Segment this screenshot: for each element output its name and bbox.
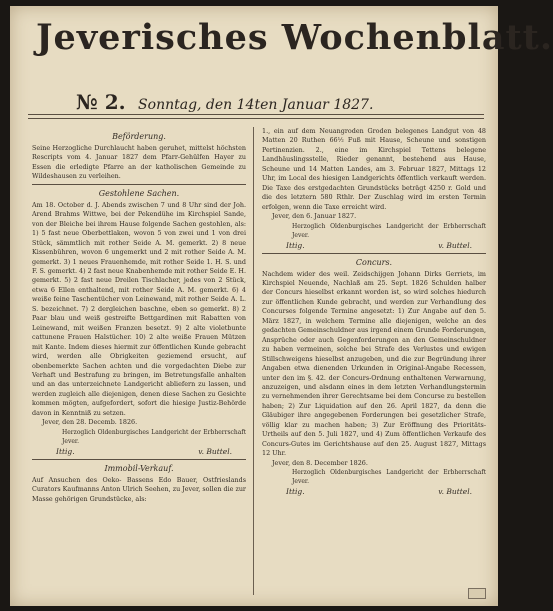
page-corner-label (468, 588, 486, 599)
header-rule-top (28, 114, 484, 115)
separator (32, 459, 246, 460)
signature-ittig: Ittig. (286, 487, 305, 497)
property-sale-signer: Herzoglich Oldenburgisches Landgericht der Erbherrschaft Jever. (292, 222, 486, 239)
stolen-goods-date: Jever, den 28. Decemb. 1826. (42, 418, 138, 427)
issue-number: № 2. (76, 90, 126, 114)
right-column (262, 127, 486, 497)
signature-buttel: v. Buttel. (438, 487, 472, 497)
concurs-signatures (262, 486, 486, 497)
section-heading-property-sale: Immobil-Verkauf. (104, 463, 174, 473)
section-heading-promotion: Beförderung. (112, 132, 166, 141)
promotion-text: Seine Herzogliche Durchlaucht haben geruhet, mittelst höchsten Rescripts vom 4. Januar 1827 dem Pfarr-Gehülfen Hayer zu Essen die erledigte Pfarre an der katholischen Gemeinde zu Wildeshausen zu verleihen. (32, 144, 246, 181)
issue-date: Sonntag, den 14ten Januar 1827. (138, 97, 374, 113)
property-sale-text: Auf Ansuchen des Oeko- Bassens Edo Bauer, Ostfrieslands Curators Kaufmanns Anton Ulrich Seehen, zu Jever, sollen die zur Masse gehörigen Grundstücke, als: (32, 475, 246, 503)
section-heading-stolen-goods: Gestohlene Sachen. (98, 188, 180, 198)
stolen-goods-signatures (32, 446, 246, 457)
signature-ittig: Ittig. (286, 240, 305, 250)
stolen-goods-signer: Herzoglich Oldenburgisches Landgericht der Erbherrschaft Jever. (62, 428, 246, 445)
property-sale-date: Jever, den 6. Januar 1827. (272, 212, 357, 221)
separator (32, 184, 246, 185)
property-sale-signatures (262, 240, 486, 251)
masthead-title: Jeverisches Wochenblatt. (36, 17, 553, 58)
section-heading-concurs: Concurs. (355, 257, 393, 267)
signature-buttel: v. Buttel. (198, 446, 232, 456)
separator (262, 253, 486, 254)
concurs-date: Jever, den 8. December 1826. (272, 458, 368, 467)
concurs-signer: Herzoglich Oldenburgisches Landgericht der Erbherrschaft Jever. (292, 469, 486, 486)
concurs-text: Nachdem wider des weil. Zeidschijgen Johann Dirks Gerriets, im Kirchspiel Neuende, Nachlaß am 25. Sept. 1826 Schulden halber der Concurs hieselbst erkannt worden ist, so wird solches hiedurch zur öffentlichen Kunde gebracht, und werden zur Verhandlung des Concurses folgende Termine angesetzt: 1) Zur Angabe auf den 5. März 1827, in welchem Termine alle diejenigen, welche an des gedachten Gemeinschuldner aus irgend einem Grunde Forderungen, Ansprüche oder auch Gegenforderungen an den Gemeinschuldner zu haben vermeinen, solche bei Strafe des Verlustes und ewigen Stillschweigens hieselbst anzugeben, und die zur Begründung ihrer Angaben etwa dienenden Urkunden in Original-Angabe Recessen, unter den im §. 42. der Concurs-Ordnung enthaltenen Verwarnung, anzuzeigen, und alsdann eines in dem letzten Verhandlungstermin zu vernehmenden ihrer Gerechtsame bei dem Concurse zu bestellen haben; 2) Zur Liquidation auf den 26. April 1827, da denn die Gläubiger ihre angegebenen Forderungen bei gesetzlicher Strafe, völlig klar zu machen haben; 3) Zur Eröffnung des Prioritäts-Urtheils auf den 5. Juli 1827, und 4) Zum öffentlichen Verkaufe des Concurs-Gutes im Gerichtshause auf den 25. August 1827, Mittags 12 Uhr. (262, 269, 486, 458)
left-column (32, 130, 246, 504)
property-list-text: 1., ein auf dem Neuangroden Groden belegenes Landgut von 48 Matten 20 Ruthen 66½ Fuß mit Hause, Scheune und sonstigen Pertinenzien. 2., eine im Kirchspiel Tettens belegene Landhäuslingsstelle, Rieder genannt, bestehend aus Hause, Scheune und 14 Matten Landes, am 3. Februar 1827, Mittags 12 Uhr, im Local des hiesigen Landgerichts öffentlich verkauft werden. Die Taxe des erstgedachten Grundstücks beträgt 4250 r. Gold und die des letztern 580 Rthlr. Der Zuschlag wird im ersten Termin erfolgen, wenn die Taxe erreicht wird. (262, 127, 486, 211)
signature-buttel: v. Buttel. (438, 240, 472, 250)
stolen-goods-text: Am 18. October d. J. Abends zwischen 7 und 8 Uhr sind der Joh. Arend Brahms Wittwe, bei der Pekendühe im Kirchspiel Sande, von der Bleiche bei ihrem Hause folgende Sachen gestohlen, als: 1) 5 fast neue Oberbettlaken, wovon 5 von zwei und 1 von drei Stück, sämmtlich mit rother Seide A. M. gemerkt. 2) 8 neue Kissenbühren, wovon 6 ungemerkt und 2 mit rother Seide A. M. gemerkt. 3) 1 neues Frauenhemde, mit rother Seide 1. H. S. und F. S. gemerkt. 4) 2 fast neue Knabenhemde mit rother Seide E. H. gemerkt. 5) 2 fast neue Dreilen Tischlacher, jedes von 2 Stück, etwa 6 Ellen enthaltend, mit rother Seide A. M. gemerkt. 6) 4 weiße feine Taschentücher von Leinewand, mit rother Seide A. L. S. bezeichnet. 7) 2 dergleichen baschne, eben so gemerkt. 8) 2 Paar blau und weiß gestreifte Bettgardinen mit Rabatten von Leinewand, mit weißen Franzen besetzt. 9) 2 alte violetbunte cattunene Frauen Halstücher. 10) 2 alte weiße Frauen Mützen mit Kante. Indem dieses hiermit zur öffentlichen Kunde gebracht wird, werden alle Obrigkeiten geziemend ersucht, auf obenbemerkte Sachen achten und die vorgedachten Diebe zur Verhaft und Bestrafung zu bringen, im Betretungsfalle anhalten und an das unterzeichnete Landgericht abliefern zu lassen, und werden zugleich alle diejenigen, denen diese Sachen zu Gesichte kommen mögten, aufgefordert, sofort die hiesige Justiz-Behörde davon in Kenntniß zu setzen. (32, 200, 246, 417)
signature-ittig: Ittig. (56, 446, 75, 456)
header-rule-bottom (28, 118, 484, 119)
column-divider (253, 127, 254, 595)
newspaper-page (10, 6, 553, 606)
issue-line (76, 90, 456, 114)
